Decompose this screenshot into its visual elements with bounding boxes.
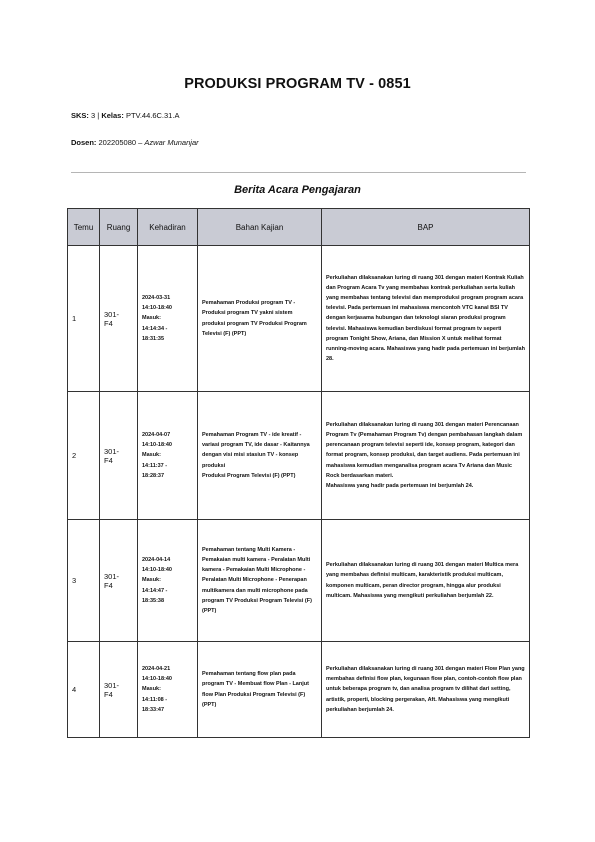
temu-cell: 1 [68, 246, 100, 392]
ruang-cell: 301- F4 [100, 520, 138, 642]
kelas-label: Kelas: [101, 111, 124, 120]
col-header-kehadiran: Kehadiran [138, 209, 198, 246]
kehadiran-cell: 2024-04-21 14:10-18:40 Masuk: 14:11:08 - 18:33:47 [138, 642, 198, 738]
temu-cell: 3 [68, 520, 100, 642]
dosen-label: Dosen: [71, 138, 97, 147]
sks-label: SKS: [71, 111, 89, 120]
kehadiran-cell: 2024-04-07 14:10-18:40 Masuk: 14:11:37 - 18:28:37 [138, 392, 198, 520]
bap-cell: Perkuliahan dilaksanakan luring di ruang 301 dengan materi Kontrak Kuliah dan Program Acara Tv yang membahas kontrak perkuliahan serta kuliah yang membahas tentang televisi dan memproduksi program program acara televisi. Pada pertemuan ini mahasiswa mencontoh VTC kanal BSI TV dengan kerjasama hubungan dan teknologi siaran produksi program televisi. Mahasiswa kemudian berdiskusi format program tv seperti program Tonight Show, Ariana, dan Mission X untuk melihat format running-moving acara. Mahasiswa yang hadir pada pertemuan ini berjumlah 28. [322, 246, 530, 392]
dosen-name: Azwar Munanjar [144, 138, 199, 147]
bap-cell: Perkuliahan dilaksanakan luring di ruang 301 dengan materi Multica mera yang membahas definisi multicam, karakteristik produksi multicam, komponen multicam, peran director program, hingga alur produksi multicam. Mahasiswa yang mengikuti perkuliahan berjumlah 22. [322, 520, 530, 642]
dash-separator: – [138, 138, 143, 147]
ruang-cell: 301- F4 [100, 642, 138, 738]
col-header-bap: BAP [322, 209, 530, 246]
table-header-row [68, 209, 530, 246]
bahan-kajian-cell: Pemahaman Produksi program TV - Produksi program TV yakni sistem produksi program TV Produksi Program Televisi (F) (PPT) [198, 246, 322, 392]
col-header-bahan-kajian: Bahan Kajian [198, 209, 322, 246]
course-info [71, 111, 179, 120]
bap-cell: Perkuliahan dilaksanakan luring di ruang 301 dengan materi Flow Plan yang membahas definisi flow plan, kegunaan flow plan, contoh-contoh flow plan untuk beberapa program tv, dan analisa program tv dilihat dari setting, artistik, properti, blocking pergerakan, Aft. Mahasiswa yang mengikuti perkuliahan berjumlah 24. [322, 642, 530, 738]
divider [71, 172, 526, 173]
page-title: PRODUKSI PROGRAM TV - 0851 [184, 76, 411, 92]
table-row [68, 520, 530, 642]
table-row [68, 246, 530, 392]
col-header-ruang: Ruang [100, 209, 138, 246]
kelas-value: PTV.44.6C.31.A [125, 111, 180, 120]
lecturer-info [71, 138, 199, 147]
kehadiran-cell: 2024-04-14 14:10-18:40 Masuk: 14:14:47 - 18:35:38 [138, 520, 198, 642]
ruang-cell: 301- F4 [100, 246, 138, 392]
bahan-kajian-cell: Pemahaman Program TV - ide kreatif - variasi program TV, ide dasar - Kaitannya dengan visi misi stasiun TV - konsep produksi Produksi Program Televisi (F) (PPT) [198, 392, 322, 520]
bahan-kajian-cell: Pemahaman tentang flow plan pada program TV - Membuat flow Plan - Lanjut flow Plan Produksi Program Televisi (F) (PPT) [198, 642, 322, 738]
table-row [68, 642, 530, 738]
col-header-temu: Temu [68, 209, 100, 246]
bahan-kajian-cell: Pemahaman tentang Multi Kamera - Pemakaian multi kamera - Peralatan Multi kamera - Pemakaian Multi Microphone - Peralatan Multi Microphone - Penerapan multikamera dan multi microphone pada program TV Produksi Program Televisi (F) (PPT) [198, 520, 322, 642]
separator: | [97, 111, 100, 120]
temu-cell: 2 [68, 392, 100, 520]
ruang-cell: 301- F4 [100, 392, 138, 520]
sks-value: 3 [91, 111, 96, 120]
bap-table [67, 208, 530, 738]
kehadiran-cell: 2024-03-31 14:10-18:40 Masuk: 14:14:34 - 18:31:35 [138, 246, 198, 392]
dosen-id: 202205080 [98, 138, 137, 147]
section-title: Berita Acara Pengajaran [234, 184, 361, 196]
table-row [68, 392, 530, 520]
temu-cell: 4 [68, 642, 100, 738]
bap-cell: Perkuliahan dilaksanakan luring di ruang 301 dengan materi Perencanaan Program Tv (Pemahaman Program Tv) dengan pembahasan langkah dalam perencanaan program televisi seperti ide, konsep program, kategori dan format program, konsep produksi, dan target audiens. Pada pertemuan ini mahasiswa kemudian menganalisa program acara Tv Ariana dan Music Rock berdasarkan materi. Mahasiswa yang hadir pada pertemuan ini berjumlah 24. [322, 392, 530, 520]
